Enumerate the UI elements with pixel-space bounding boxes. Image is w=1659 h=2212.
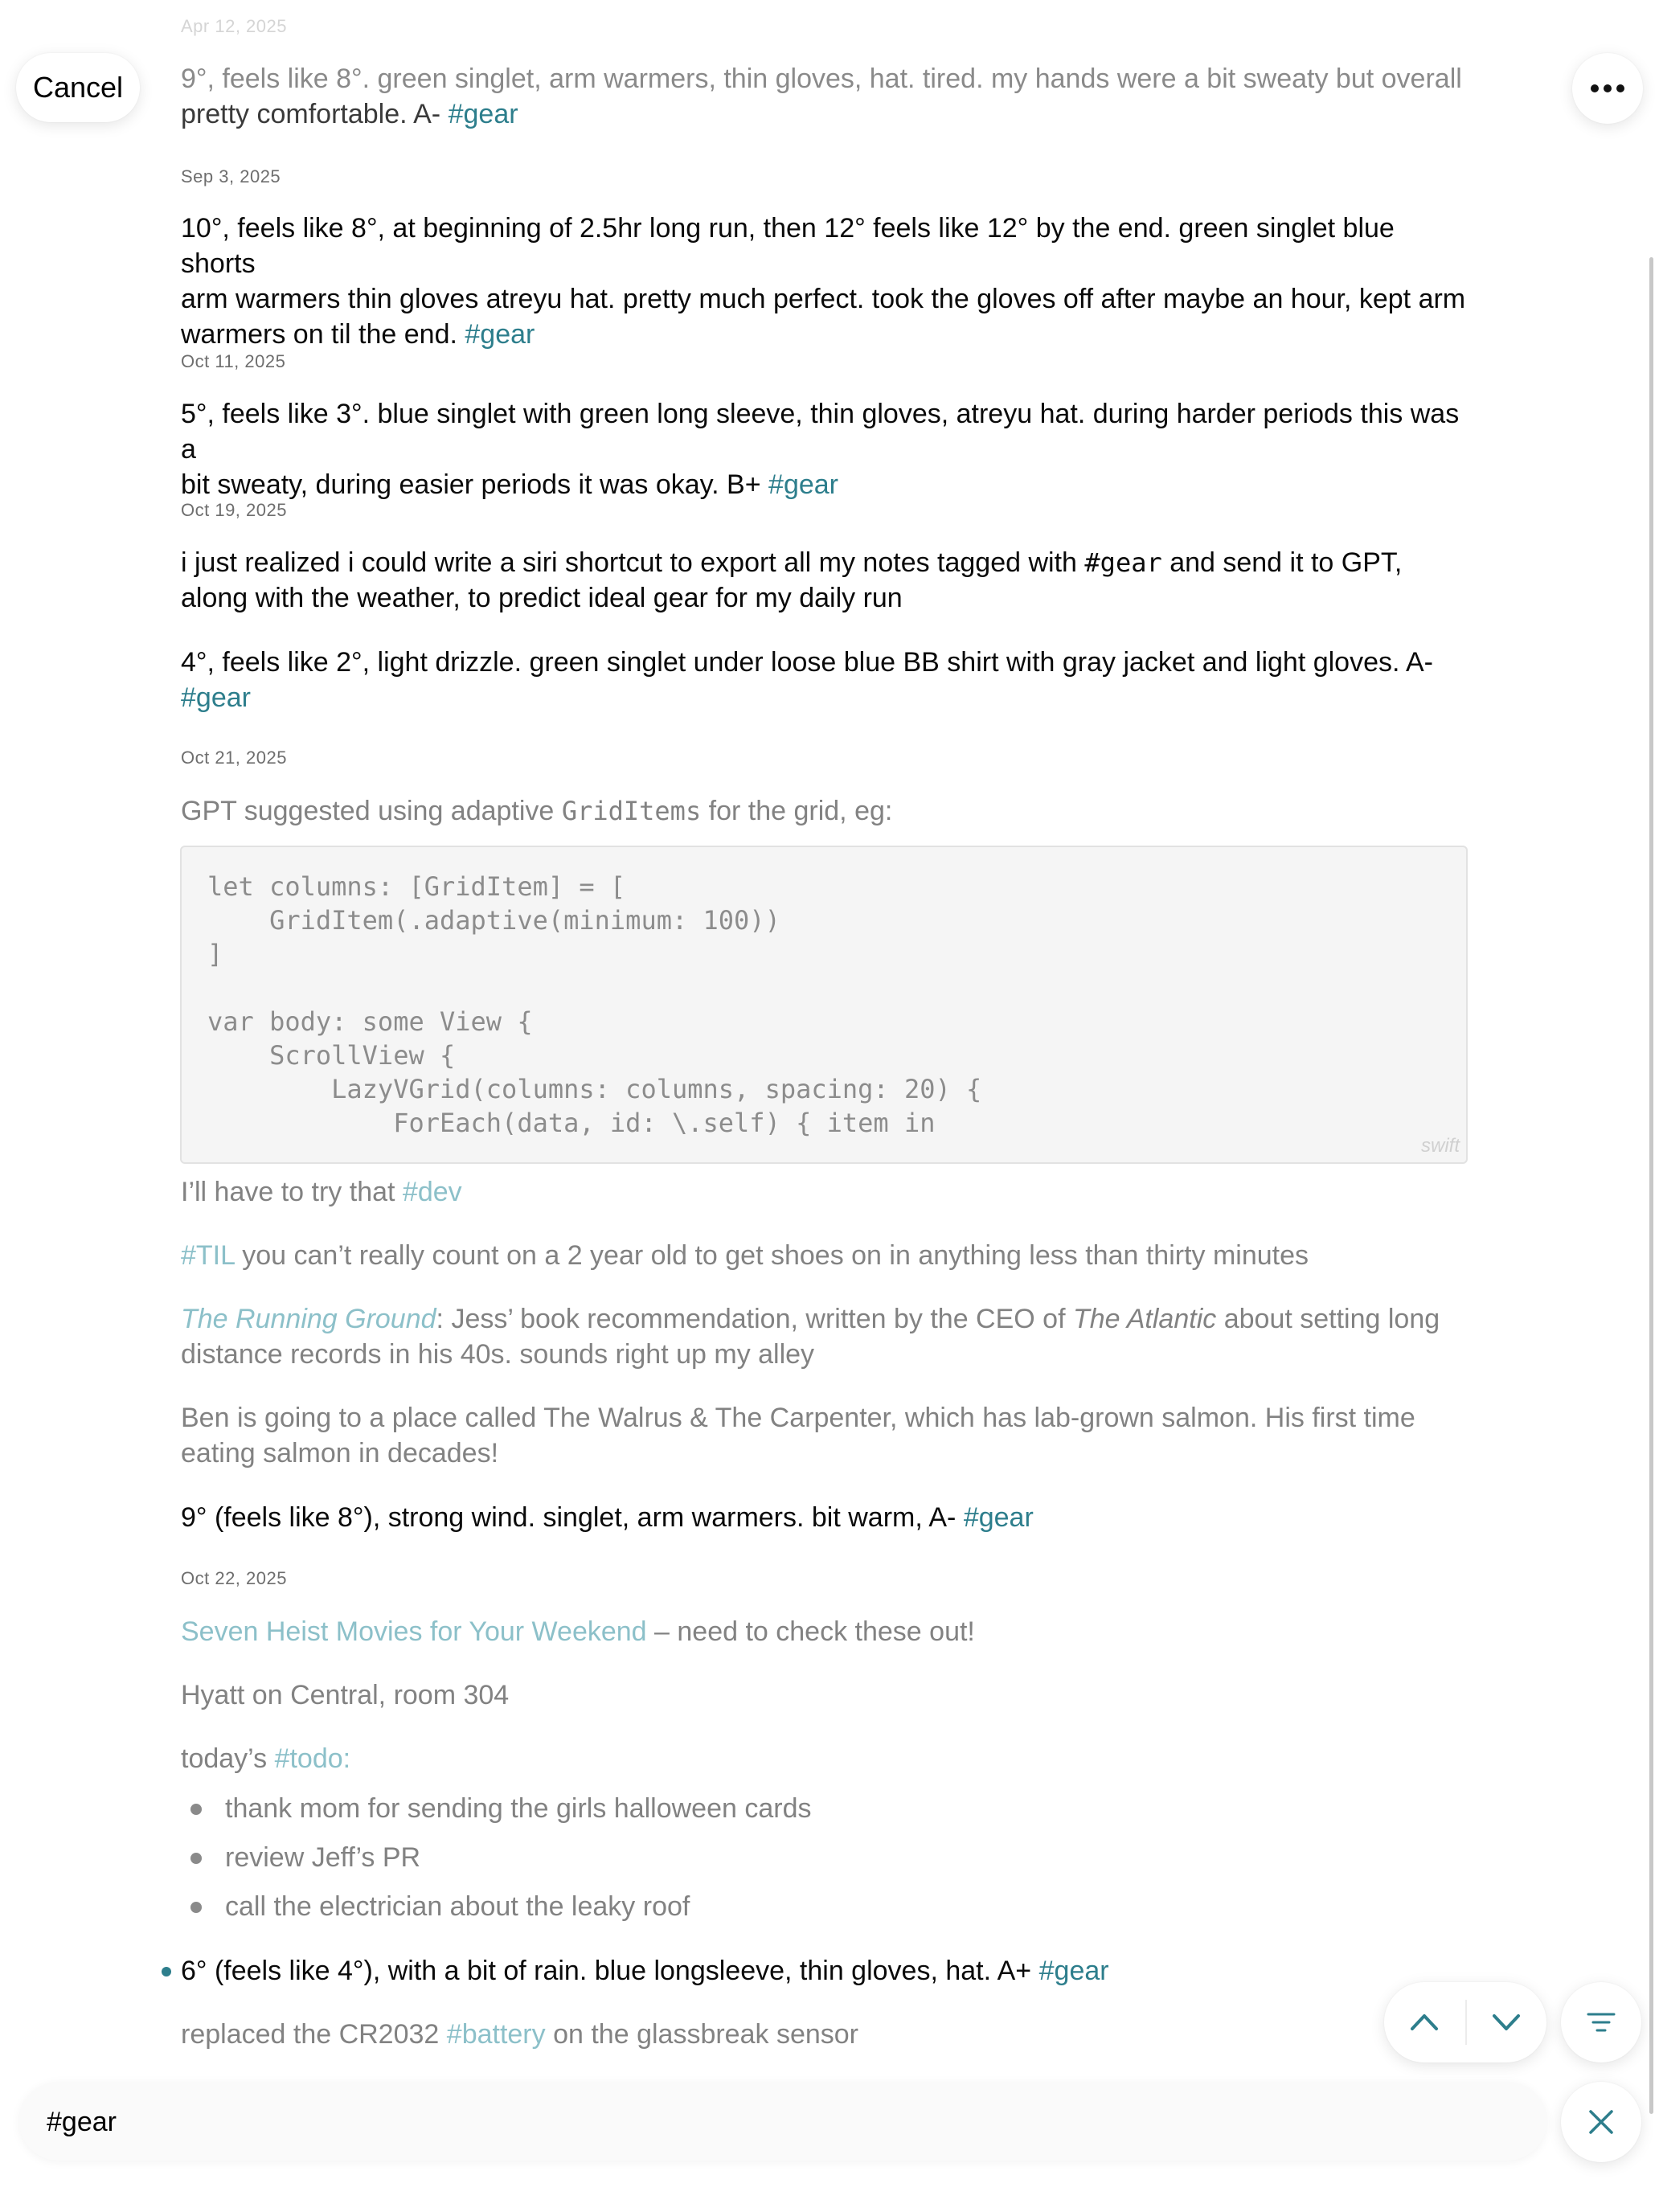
note-text: about setting long [1223, 1304, 1440, 1334]
tag-til[interactable]: #TIL [181, 1240, 235, 1271]
note-text: 9° (feels like 8°), strong wind. singlet, arm warmers. bit warm, A- [181, 1502, 956, 1533]
note-entry[interactable] [181, 1677, 1467, 1713]
note-text: 10°, feels like 8°, at beginning of 2.5hr long run, then 12° feels like 12° by the end. green singlet blue shorts [181, 213, 1395, 279]
tag-gear[interactable]: #gear [448, 99, 518, 129]
code-line: var body: some View { [207, 1006, 533, 1037]
note-text: I’ll have to try that [181, 1177, 395, 1207]
entry-date: Sep 3, 2025 [181, 166, 281, 186]
note-text: pretty comfortable. A- [181, 99, 441, 129]
note-text: along with the weather, to predict ideal gear for my daily run [181, 583, 903, 613]
code-line: ScrollView { [207, 1040, 456, 1071]
note-text: replaced the CR2032 [181, 2019, 440, 2050]
tag-gear[interactable]: #gear [768, 469, 839, 500]
code-line: ForEach(data, id: \.self) { item in [207, 1108, 936, 1138]
article-link[interactable]: Seven Heist Movies for Your Weekend [181, 1616, 647, 1647]
chevron-down-icon[interactable] [1492, 2013, 1521, 2034]
cancel-label: Cancel [32, 71, 124, 104]
note-entry[interactable] [181, 211, 1467, 352]
todo-item[interactable]: thank mom for sending the girls halloween cards [225, 1793, 812, 1824]
bullet-dot [190, 1853, 202, 1864]
note-entry[interactable] [181, 1400, 1467, 1471]
note-text: 4°, feels like 2°, light drizzle. green singlet under loose blue BB shirt with gray jacket and light gloves. A- [181, 647, 1434, 678]
note-entry[interactable] [181, 61, 1467, 132]
inline-code: GridItems [561, 796, 702, 826]
book-link[interactable]: The Running Ground [181, 1304, 436, 1334]
bullet-dot [190, 1902, 202, 1913]
note-text: distance records in his 40s. sounds right up my alley [181, 1339, 815, 1370]
note-text: 6° (feels like 4°), with a bit of rain. blue longsleeve, thin gloves, hat. A+ [181, 1956, 1032, 1986]
note-text: GPT suggested using adaptive [181, 796, 555, 826]
search-bar [19, 2082, 1546, 2161]
code-language-label: swift [1421, 1135, 1460, 1157]
tag-gear[interactable]: #gear [181, 682, 251, 713]
tag-gear[interactable]: #gear [1038, 1956, 1109, 1986]
note-text: eating salmon in decades! [181, 1438, 499, 1469]
note-entry[interactable] [181, 1953, 1467, 1989]
filter-lines-icon [1587, 2011, 1616, 2034]
scrollbar[interactable] [1649, 257, 1653, 2114]
code-line: LazyVGrid(columns: columns, spacing: 20) { [207, 1074, 982, 1104]
note-entry[interactable] [181, 396, 1467, 502]
code-block[interactable] [180, 846, 1468, 1164]
entry-date: Oct 22, 2025 [181, 1568, 287, 1588]
note-entry[interactable] [181, 1741, 1467, 1776]
tag-todo[interactable]: #todo: [274, 1743, 351, 1774]
note-text: 9°, feels like 8°. green singlet, arm warmers, thin gloves, hat. tired. my hands were a bit sweaty but overall [181, 63, 1462, 94]
note-text: on the glassbreak sensor [553, 2019, 858, 2050]
note-text: and send it to GPT, [1169, 547, 1403, 578]
note-entry[interactable] [181, 2017, 1467, 2052]
note-text: 5°, feels like 3°. blue singlet with green long sleeve, thin gloves, atreyu hat. during harder periods this was a [181, 399, 1460, 465]
search-input[interactable] [45, 2098, 1495, 2146]
entry-date: Apr 12, 2025 [181, 16, 287, 36]
note-text: i just realized i could write a siri shortcut to export all my notes tagged with [181, 547, 1077, 578]
tag-gear[interactable]: #gear [465, 319, 535, 350]
note-text: Ben is going to a place called The Walrus & The Carpenter, which has lab-grown salmon. His first time [181, 1403, 1415, 1433]
todo-item[interactable]: review Jeff’s PR [225, 1842, 421, 1873]
note-entry[interactable] [181, 1500, 1467, 1535]
todo-item[interactable]: call the electrician about the leaky roof [225, 1891, 690, 1922]
entry-date: Oct 21, 2025 [181, 748, 287, 768]
code-line: ] [207, 939, 223, 969]
note-text-italic: The Atlantic [1072, 1304, 1217, 1334]
more-options-button[interactable] [1572, 53, 1643, 124]
divider [1465, 2000, 1467, 2045]
entry-date: Oct 11, 2025 [181, 351, 286, 371]
note-entry[interactable] [181, 793, 1467, 829]
close-search-button[interactable] [1561, 2082, 1641, 2162]
entry-date: Oct 19, 2025 [181, 500, 287, 520]
note-text: : Jess’ book recommendation, written by the CEO of [436, 1304, 1066, 1334]
code-line: let columns: [GridItem] = [ [207, 871, 626, 902]
note-entry[interactable] [181, 645, 1467, 715]
note-entry[interactable] [181, 1174, 1467, 1210]
cancel-button[interactable] [16, 53, 140, 122]
note-text: – need to check these out! [654, 1616, 975, 1647]
close-icon [1588, 2109, 1614, 2135]
tag-battery[interactable]: #battery [446, 2019, 546, 2050]
note-entry[interactable] [181, 1301, 1467, 1372]
chevron-up-icon[interactable] [1410, 2011, 1439, 2032]
match-navigation [1384, 1982, 1546, 2062]
note-text: arm warmers thin gloves atreyu hat. pretty much perfect. took the gloves off after maybe an hour, kept arm [181, 284, 1466, 314]
bullet-dot [190, 1804, 202, 1815]
note-text: for the grid, eg: [708, 796, 893, 826]
current-match-indicator [162, 1967, 171, 1976]
note-entry[interactable] [181, 1238, 1467, 1273]
note-entry[interactable] [181, 545, 1467, 616]
code-line: GridItem(.adaptive(minimum: 100)) [207, 905, 780, 936]
note-text: bit sweaty, during easier periods it was okay. B+ [181, 469, 761, 500]
note-text: warmers on til the end. [181, 319, 457, 350]
note-entry[interactable] [181, 1614, 1467, 1649]
note-text: today’s [181, 1743, 268, 1774]
tag-dev[interactable]: #dev [402, 1177, 462, 1207]
ellipsis-icon [1590, 84, 1625, 93]
tag-gear[interactable]: #gear [963, 1502, 1034, 1533]
inline-code: #gear [1084, 547, 1162, 578]
note-text: Hyatt on Central, room 304 [181, 1680, 510, 1710]
note-text: you can’t really count on a 2 year old to get shoes on in anything less than thirty minutes [242, 1240, 1309, 1271]
filter-button[interactable] [1561, 1982, 1641, 2062]
